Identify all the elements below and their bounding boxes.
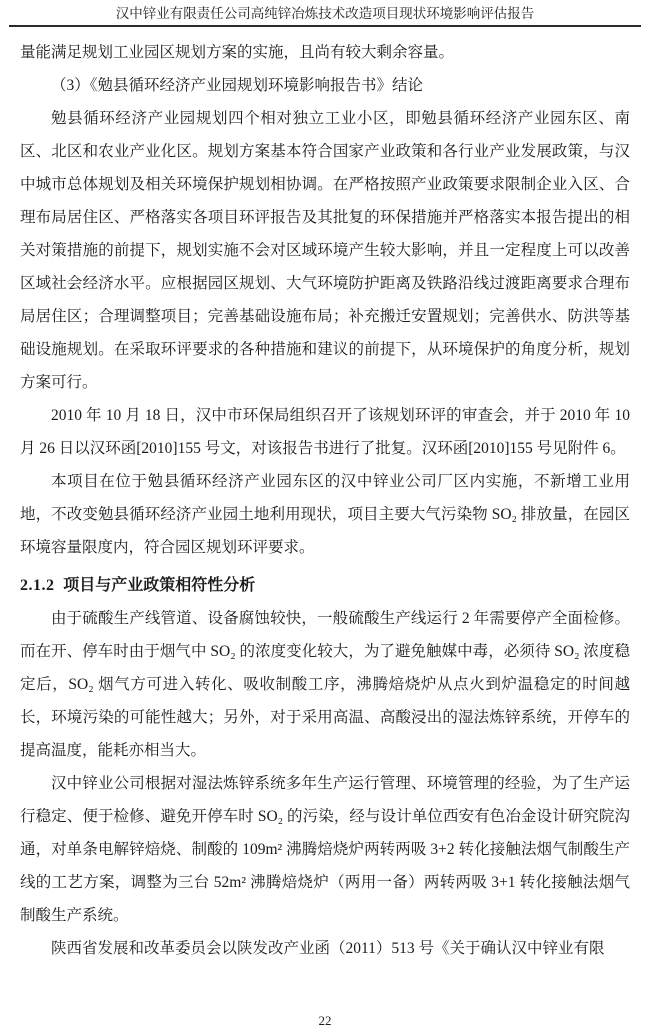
- paragraph-process-adjustment: 汉中锌业公司根据对湿法炼锌系统多年生产运行管理、环境管理的经验，为了生产运行稳定、便于检修、避免开停车时 SO₂ 的污染，经与设计单位西安有色冶金设计研究院沟通，对单条电解锌焙烧、制酸的 109m² 沸腾焙烧炉两转两吸 3+2 转化接触法烟气制酸生产线的工艺方案，调整为三台 52m² 沸腾焙烧炉（两用一备）两转两吸 3+1 转化接触法烟气制酸生产系统。: [20, 775, 630, 924]
- paragraph-conclusion-label: （3）《勉县循环经济产业园规划环境影响报告书》结论: [51, 77, 424, 94]
- header-title: 汉中锌业有限责任公司高纯锌冶炼技术改造项目现状环境影响评估报告: [115, 6, 535, 21]
- paragraph-park-plan: 勉县循环经济产业园规划四个相对独立工业小区，即勉县循环经济产业园东区、南区、北区和农业产业化区。规划方案基本符合国家产业政策和各行业产业发展政策，与汉中城市总体规划及相关环境保护规划相协调。在严格按照产业政策要求限制企业入区、合理布局居住区、严格落实各项目环评报告及其批复的环保措施并严格落实本报告提出的相关对策措施的前提下，规划实施不会对区域环境产生较大影响，并且一定程度上可以改善区域社会经济水平。应根据园区规划、大气环境防护距离及铁路沿线过渡距离要求合理布局居住区；合理调整项目；完善基础设施布局；补充搬迁安置规划；完善供水、防洪等基础设施规划。在采取环评要求的各种措施和建议的前提下，从环境保护的角度分析，规划方案可行。: [20, 110, 630, 391]
- paragraph-approval-dates: 2010 年 10 月 18 日，汉中市环保局组织召开了该规划环评的审查会，并于 2010 年 10 月 26 日以汉环函[2010]155 号文，对该报告书进行了批复。汉环函[2010]155 号见附件 6。: [20, 407, 630, 457]
- paragraph-continuation: 量能满足规划工业园区规划方案的实施，且尚有较大剩余容量。: [20, 44, 455, 61]
- page-header: [0, 0, 650, 27]
- paragraph-ndrc-letter: 陕西省发展和改革委员会以陕发改产业函（2011）513 号《关于确认汉中锌业有限: [51, 940, 605, 957]
- section-heading-2-1-2: [20, 569, 630, 602]
- document-body: [0, 27, 650, 965]
- section-title: 项目与产业政策相符性分析: [63, 577, 256, 594]
- page-number: 22: [318, 1013, 332, 1028]
- section-number: 2.1.2: [20, 577, 55, 594]
- page-footer: [0, 1013, 650, 1028]
- paragraph-acid-line-overhaul: 由于硫酸生产线管道、设备腐蚀较快，一般硫酸生产线运行 2 年需要停产全面检修。而在开、停车时由于烟气中 SO₂ 的浓度变化较大，为了避免触媒中毒，必须待 SO₂ 浓度稳定后，SO₂ 烟气方可进入转化、吸收制酸工序，沸腾焙烧炉从点火到炉温稳定的时间越长，环境污染的可能性越大；另外，对于采用高温、高酸浸出的湿法炼锌系统，开停车的提高温度，能耗亦相当大。: [20, 610, 630, 759]
- paragraph-project-location: 本项目在位于勉县循环经济产业园东区的汉中锌业公司厂区内实施，不新增工业用地，不改变勉县循环经济产业园土地利用现状，项目主要大气污染物 SO₂ 排放量，在园区环境容量限度内，符合园区规划环评要求。: [20, 473, 630, 556]
